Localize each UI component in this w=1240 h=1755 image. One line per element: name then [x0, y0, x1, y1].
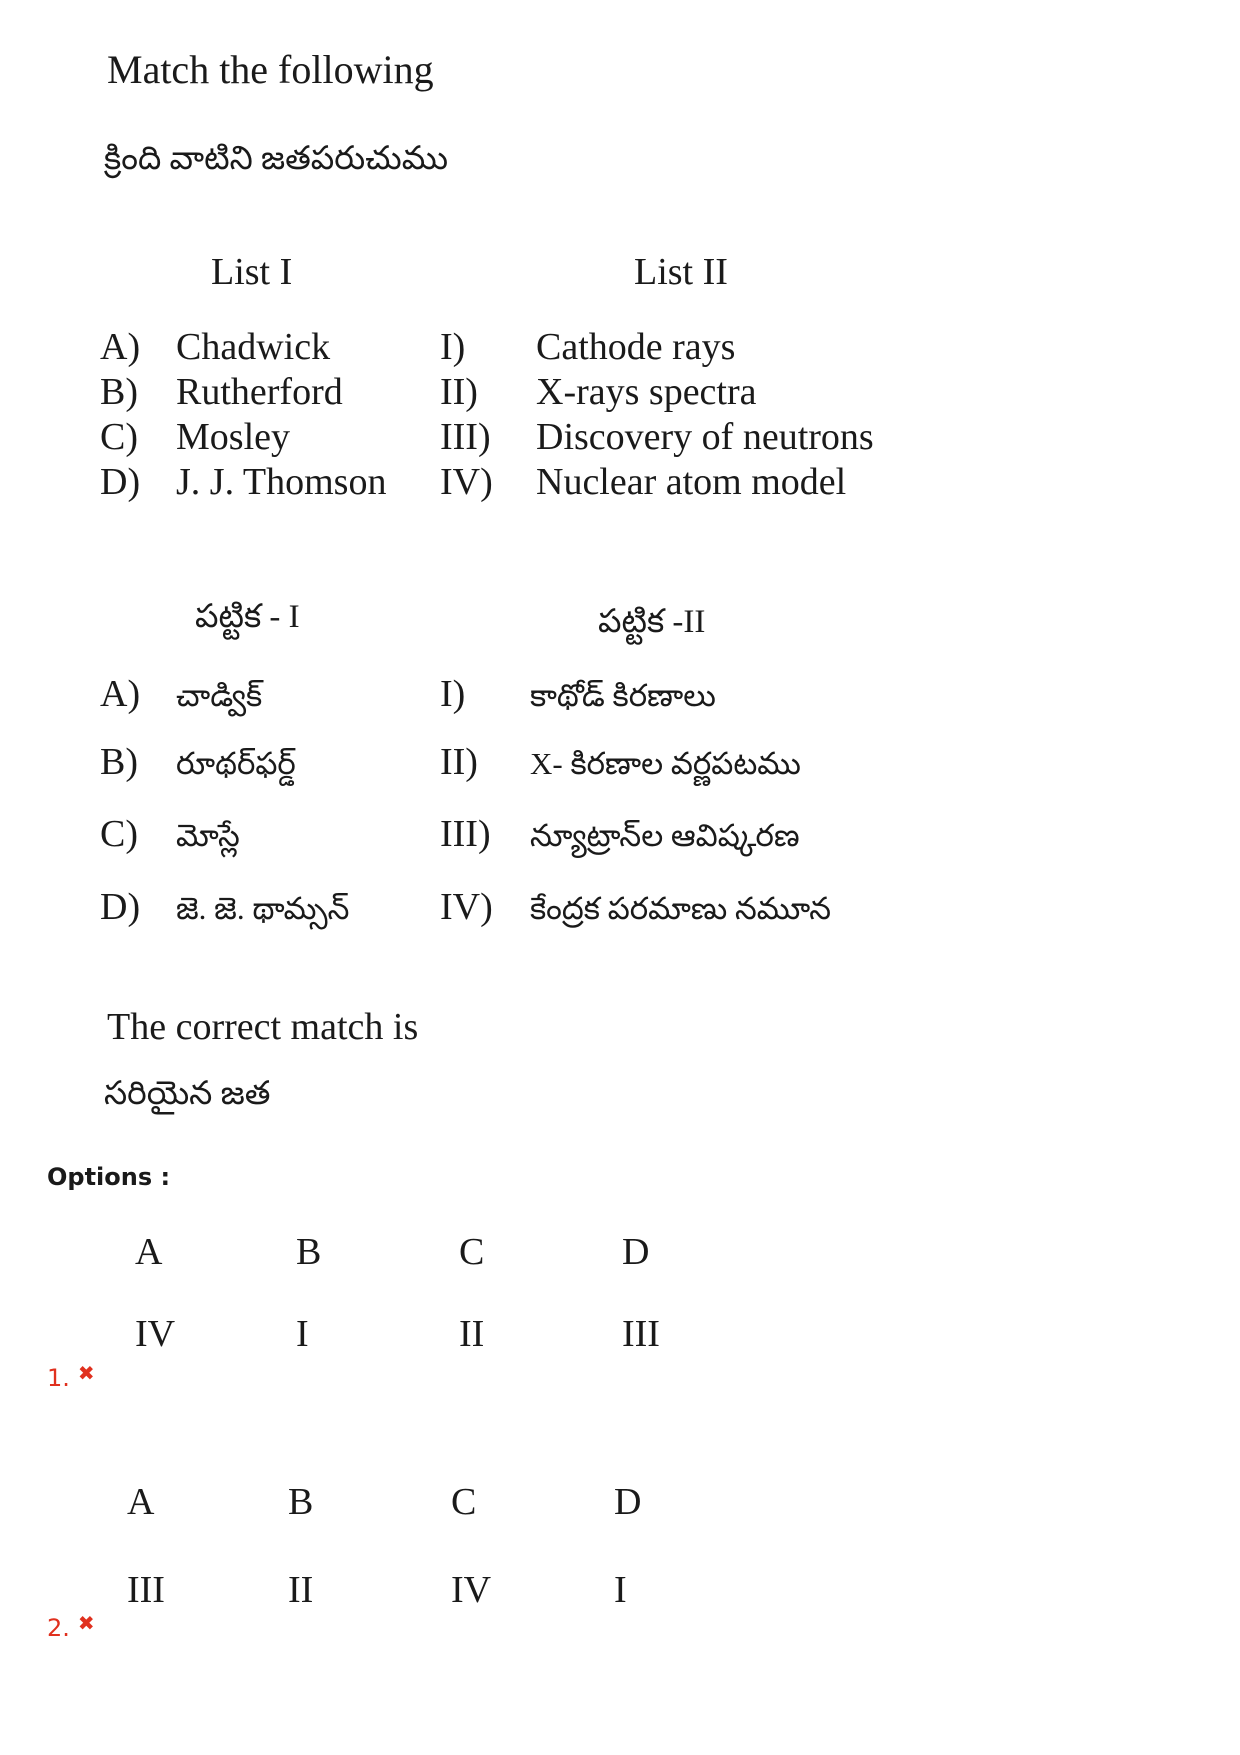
- option-head: D: [622, 1231, 650, 1273]
- row-num: I): [440, 326, 466, 368]
- option-head: B: [296, 1231, 322, 1273]
- row-key: B): [100, 741, 138, 783]
- option-head: C: [451, 1481, 477, 1523]
- option-head: B: [288, 1481, 314, 1523]
- wrong-answer-icon: ✖: [77, 1361, 95, 1385]
- row-match: కాథోడ్ కిరణాలు: [530, 678, 716, 713]
- option-number: [47, 1361, 95, 1392]
- row-key: A): [100, 673, 141, 715]
- row-num: II): [440, 741, 478, 783]
- row-key: C): [100, 813, 138, 855]
- option-value: II: [459, 1313, 485, 1355]
- row-num: II): [440, 371, 478, 413]
- list2-heading: List II: [634, 251, 728, 293]
- row-match: న్యూట్రాన్‌ల ఆవిష్కరణ: [530, 818, 800, 853]
- option-value: IV: [451, 1569, 492, 1611]
- row-num: III): [440, 416, 491, 458]
- row-item: చాడ్విక్: [176, 678, 263, 713]
- row-key: B): [100, 371, 138, 413]
- option-value: III: [127, 1569, 165, 1611]
- option-value: I: [614, 1569, 627, 1611]
- option-head: A: [127, 1481, 155, 1523]
- option-2[interactable]: [0, 1480, 800, 1650]
- option-head: C: [459, 1231, 485, 1273]
- question-prompt-te: సరియైన జత: [104, 1076, 271, 1112]
- option-head: D: [614, 1481, 642, 1523]
- option-value: II: [288, 1569, 314, 1611]
- row-key: A): [100, 326, 141, 368]
- row-match: Nuclear atom model: [536, 461, 847, 503]
- option-number: [47, 1611, 95, 1642]
- options-label: Options :: [47, 1163, 171, 1191]
- row-item: Mosley: [176, 416, 290, 458]
- option-head: A: [135, 1231, 163, 1273]
- row-key: D): [100, 461, 141, 503]
- match-table-en: [100, 325, 920, 505]
- match-table-te: [100, 672, 920, 942]
- row-item: మోస్లే: [176, 818, 240, 853]
- row-num: I): [440, 673, 466, 715]
- list1-heading: List I: [211, 251, 293, 293]
- wrong-answer-icon: ✖: [77, 1611, 95, 1635]
- option-value: I: [296, 1313, 309, 1355]
- question-prompt-en: The correct match is: [107, 1006, 419, 1048]
- option-number-text: 1.: [47, 1364, 70, 1392]
- row-item: Rutherford: [176, 371, 343, 413]
- row-match: Cathode rays: [536, 326, 736, 368]
- row-item: Chadwick: [176, 326, 331, 368]
- row-num: III): [440, 813, 491, 855]
- question-title-en: Match the following: [107, 47, 434, 92]
- row-num: IV): [440, 886, 493, 928]
- row-item: రూథర్‌ఫర్డ్: [176, 746, 296, 781]
- row-match: X- కిరణాల వర్ణపటము: [530, 746, 801, 781]
- option-value: III: [622, 1313, 660, 1355]
- option-1[interactable]: [0, 1230, 800, 1400]
- question-title-te: క్రింది వాటిని జతపరుచుము: [104, 141, 449, 177]
- row-match: Discovery of neutrons: [536, 416, 874, 458]
- list1-heading-te: పట్టిక - I: [195, 599, 300, 635]
- option-number-text: 2.: [47, 1614, 70, 1642]
- row-match: X-rays spectra: [536, 371, 757, 413]
- row-key: C): [100, 416, 138, 458]
- row-item: J. J. Thomson: [176, 461, 387, 503]
- option-value: IV: [135, 1313, 176, 1355]
- row-key: D): [100, 886, 141, 928]
- list2-heading-te: పట్టిక -II: [598, 604, 706, 640]
- row-match: కేంద్రక పరమాణు నమూన: [530, 891, 832, 926]
- row-num: IV): [440, 461, 493, 503]
- row-item: జె. జె. థామ్సన్: [176, 891, 350, 926]
